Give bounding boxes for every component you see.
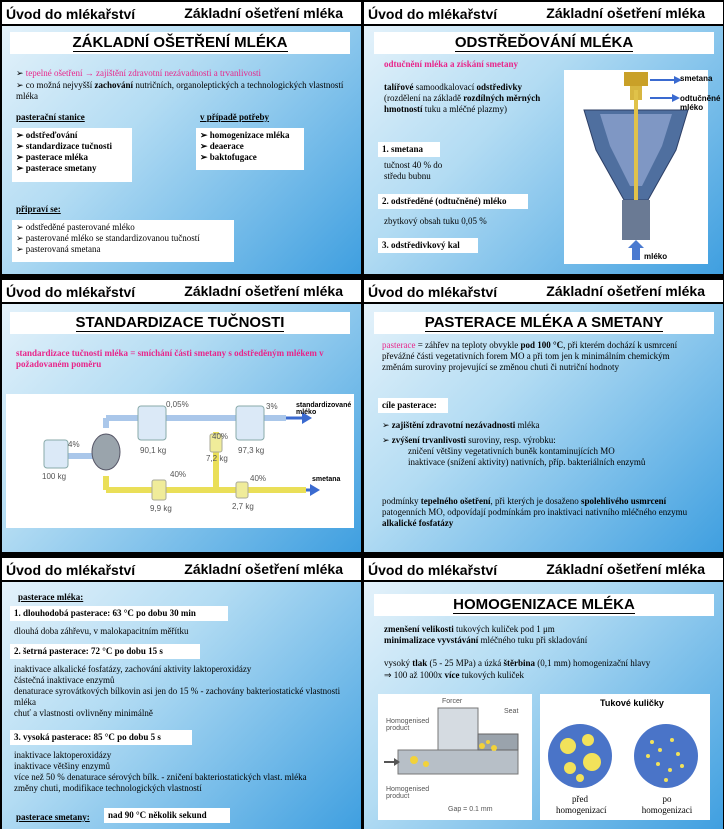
list-item: ➢ pasterované mléko se standardizovanou tučností [16,233,200,243]
label-fat-skim: 0,05% [166,400,189,409]
topic-title: Základní ošetření mléka [546,283,705,299]
text-gentle [14,664,354,719]
milk-pasteurization-heading: pasterace mléka: [18,592,84,602]
list-item: více než 50 % denaturace sérových bílk. - zničení bakteriostatických vlast. mléka [14,772,307,782]
label-gap: Gap = 0.1 mm [448,806,493,813]
slide-pasteurization-types [2,558,361,829]
label-mass-cream-a: 7,2 kg [206,454,228,463]
heading-skim: 2. odstředěné (odtučněné) mléko [378,194,528,209]
list-optional [196,128,304,170]
list-item: ➢ pasterace mléka [16,152,89,162]
slide-centrifugation [364,2,723,274]
label-cream: smetana [680,74,713,83]
list-stations [12,128,132,182]
course-title: Úvod do mlékařství [6,284,136,300]
bullet-preservation: ➢ co možná nejvyšší zachování nutričních, organoleptických a technologických vlastností mléka [16,80,344,101]
slide-pasteurization [364,280,723,552]
label-mass-cream-b: 9,9 kg [150,504,172,513]
heading-gentle: 2. šetrná pasterace: 72 °C po dobu 15 s [10,644,200,659]
topic-title: Základní ošetření mléka [184,5,343,21]
slide-header [364,280,723,304]
list-item: částečná inaktivace enzymů [14,675,115,685]
slide-header [2,280,361,304]
label-fat-cream-c: 40% [250,474,267,483]
label-mass-skim: 90,1 kg [140,446,167,455]
label-homog-top: Homogenised product [386,718,430,732]
label-cream-out: smetana [312,476,341,483]
list-item: inaktivace většiny enzymů [14,761,110,771]
fat-globules-figure [540,694,710,820]
course-title: Úvod do mlékařství [6,6,136,22]
list-item: ➢ pasterovaná smetana [16,244,101,254]
text-skim: zbytkový obsah tuku 0,05 % [384,216,487,226]
list-item: ➢ pasterace smetany [16,163,97,173]
topic-title: Základní ošetření mléka [184,283,343,299]
text-long-term: dlouhá doba záhřevu, v malokapacitním měřítku [14,626,189,636]
fat-globules-title: Tukové kuličky [600,698,664,708]
homog-line-4: ⇒ 100 až 1000x více tukových kuliček [384,670,525,680]
list-item: ➢ standardizace tučnosti [16,141,113,151]
standardization-diagram [6,394,354,528]
bullet-heat-treatment: ➢ tepelné ošetření → zajištění zdravotní nezávadnosti a trvanlivosti [16,68,261,78]
list-subitem: inaktivace (snížení aktivity) nativních, příp. bakteriálních enzymů [408,457,646,467]
homogenizer-figure [378,694,532,820]
list-item: inaktivace laktoperoxidázy [14,750,112,760]
label-skim: odtučněné mléko [680,94,721,112]
list-prepared [12,220,234,262]
slide-title: HOMOGENIZACE MLÉKA [374,594,714,616]
slide-header [364,558,723,582]
list-item: ➢ zvýšení trvanlivosti suroviny, resp. výrobku: [382,435,556,445]
slide-standardization [2,280,361,552]
topic-title: Základní ošetření mléka [546,561,705,577]
slide-title: PASTERACE MLÉKA A SMETANY [374,312,714,334]
slide-header [2,2,361,26]
label-std-milk: standardizované mléko [296,402,352,416]
conditions-text: podmínky tepelného ošetření, při kterých je dosaženo spolehlivého usmrcení patogenních MO, odpovídají podmínkám pro inaktivaci nativního mléčného enzymu alkalické fosfatázy [382,496,688,528]
goals-list [382,420,702,468]
label-fat-std: 3% [266,402,278,411]
slide-homogenization [364,558,723,829]
label-pripravi: připraví se: [16,204,61,214]
label-mass-cream-c: 2,7 kg [232,502,254,511]
homog-line-1: zmenšení velikosti tukových kuliček pod 1 μm [384,624,555,634]
label-seat: Seat [504,708,519,715]
slide-title: ZÁKLADNÍ OŠETŘENÍ MLÉKA [10,32,350,54]
text-smetana: tučnost 40 % do středu bubnu [384,160,443,181]
centrifuge-figure [564,70,721,264]
label-stanice: pasterační stanice [16,112,85,122]
label-forcer: Forcer [442,698,463,705]
subtitle: odtučnění mléka a získání smetany [384,59,519,69]
list-item: denaturace syrovátkových bílkovin asi jen do 15 % - zachovány bakteriostatické vlastnosti mléka [14,686,341,707]
list-item: chuť a vlastnosti ovlivněny minimálně [14,708,153,718]
centrifuge-description: talířové samoodkalovací odstředivky (rozdělení na základě rozdílných měrných hmotností tuku a mléčné plazmy) [384,82,541,114]
list-item: změny chuti, modifikace technologických vlastností [14,783,202,793]
list-item: ➢ odstředěné pasterované mléko [16,222,135,232]
heading-sludge: 3. odstředivkový kal [378,238,478,253]
course-title: Úvod do mlékařství [368,284,498,300]
slide-header [2,558,361,582]
course-title: Úvod do mlékařství [6,562,136,578]
heading-long-term: 1. dlouhodobá pasterace: 63 °C po dobu 30 min [10,606,228,621]
list-item: ➢ deaerace [200,141,244,151]
label-mass-input: 100 kg [42,472,67,481]
label-homog-bottom: Homogenised product [386,786,430,800]
homog-line-2: minimalizace vyvstávání mléčného tuku při skladování [384,635,588,645]
heading-smetana: 1. smetana [378,142,440,157]
course-title: Úvod do mlékařství [368,6,498,22]
label-fat-cream-a: 40% [212,432,229,441]
list-item: inaktivace alkalické fosfatázy, zachování aktivity laktoperoxidázy [14,664,252,674]
label-fat-input: 4% [68,440,80,449]
label-mass-std: 97,3 kg [238,446,265,455]
cream-pasteurization-label: pasterace smetany: [16,812,90,822]
list-subitem: zničení většiny vegetativních buněk kontaminujících MO [408,446,615,456]
course-title: Úvod do mlékařství [368,562,498,578]
goals-heading: cíle pasterace: [378,398,448,413]
label-milk: mléko [644,252,668,261]
list-item: ➢ baktofugace [200,152,257,162]
slide-header [364,2,723,26]
topic-title: Základní ošetření mléka [546,5,705,21]
pasteurization-definition: pasterace = záhřev na teploty obvykle pod 100 °C, při kterém dochází k usmrcení převážné části vegetativních forem MO a při tom jen k minimálním chemickým změnám suroviny projevující se změnou chuti či nutriční hodnoty [382,340,678,372]
text-high [14,750,354,794]
slide-basic-treatment [2,2,361,274]
label-fat-cream-b: 40% [170,470,187,479]
label-after: po homogenizaci [641,794,693,815]
list-item: ➢ odstřeďování [16,130,78,140]
cream-pasteurization-value: nad 90 °C několik sekund [104,808,230,823]
topic-title: Základní ošetření mléka [184,561,343,577]
slide-title: STANDARDIZACE TUČNOSTI [10,312,350,334]
slide-title: ODSTŘEĎOVÁNÍ MLÉKA [374,32,714,54]
label-before: před homogenizací [556,794,607,815]
homog-line-3: vysoký tlak (5 - 25 MPa) a úzká štěrbina (0,1 mm) homogenizační hlavy [384,658,651,668]
list-item: ➢ zajištění zdravotní nezávadnosti mléka [382,420,540,430]
label-potreby: v případě potřeby [200,112,270,122]
definition: standardizace tučnosti mléka = smíchání části smetany s odstředěným mlékem v požadovaném poměru [16,348,324,369]
heading-high: 3. vysoká pasterace: 85 °C po dobu 5 s [10,730,192,745]
list-item: ➢ homogenizace mléka [200,130,290,140]
